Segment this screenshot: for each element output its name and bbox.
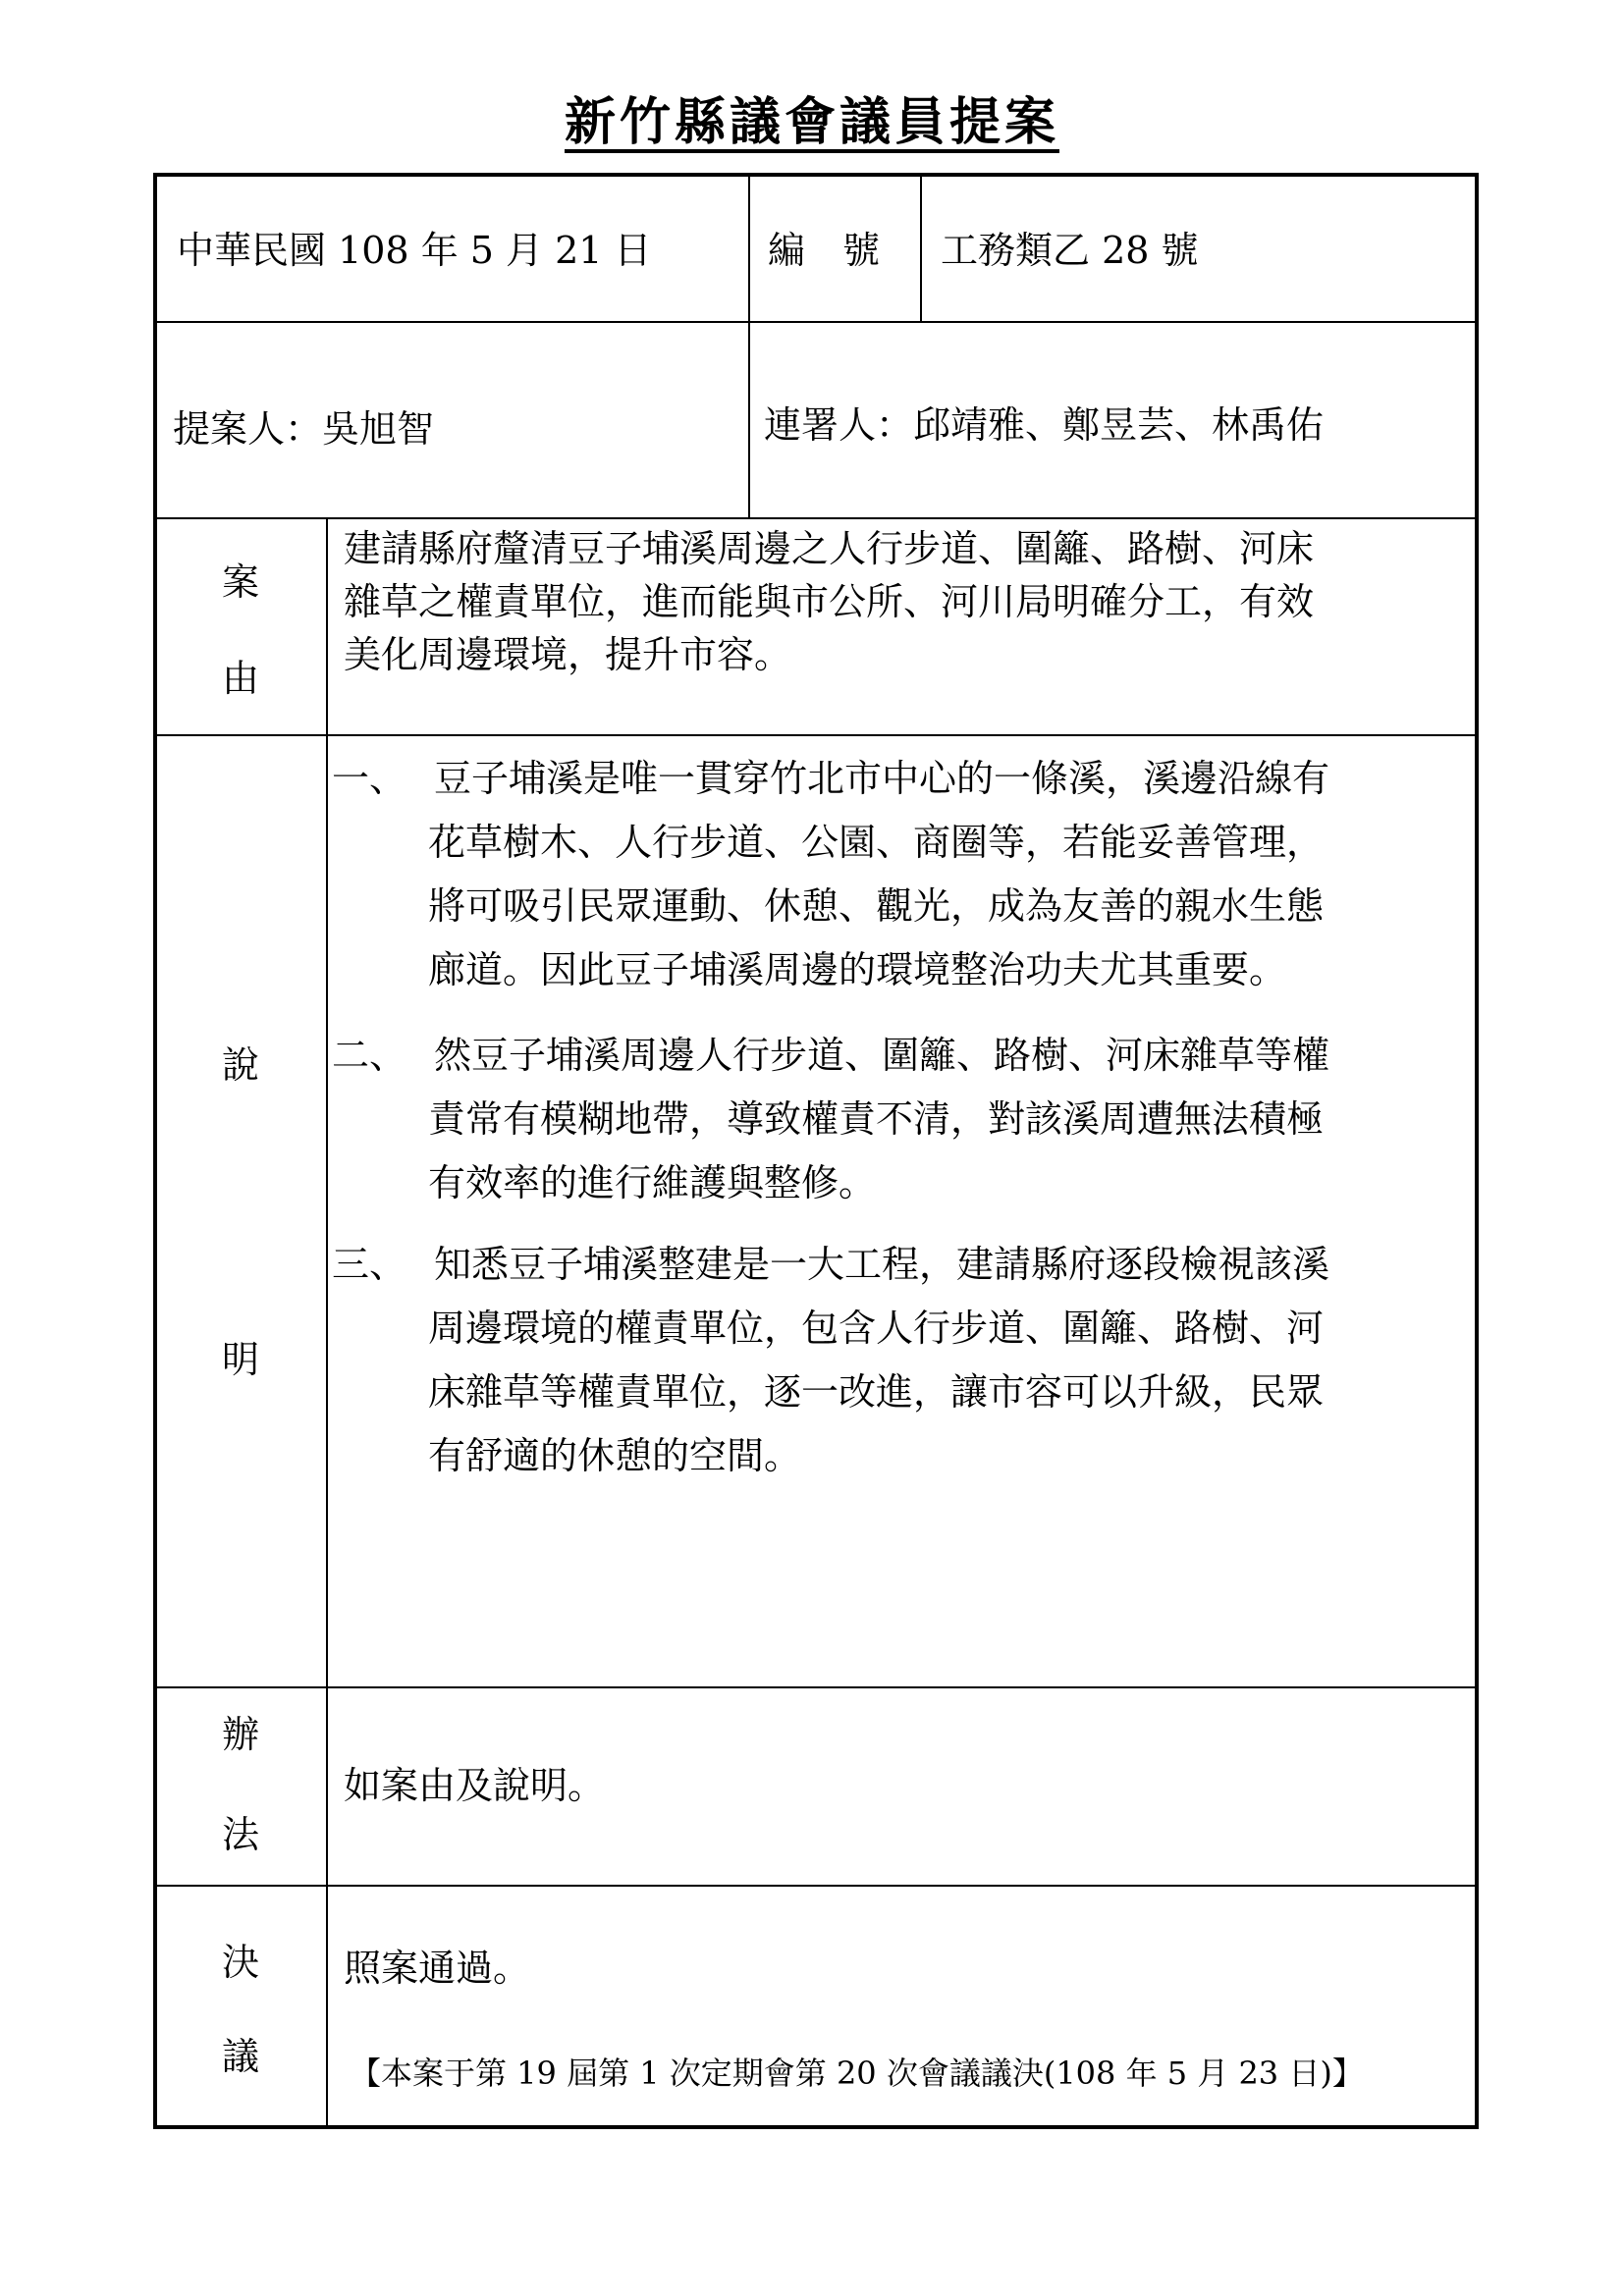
method-label-bottom: 法	[221, 1813, 259, 1856]
item-text	[428, 747, 1465, 1002]
case-text	[344, 522, 1314, 681]
row-divider-method	[155, 1885, 1477, 1887]
resolution-text: 照案通過。	[344, 1947, 531, 1990]
item-text	[428, 1233, 1465, 1488]
case-label-top: 案	[221, 561, 259, 604]
item-line: 有舒適的休憩的空間。	[428, 1434, 802, 1477]
case-label-bottom: 由	[221, 657, 259, 700]
case-line: 美化周邊環境，提升市容。	[344, 633, 792, 676]
item-text	[428, 1024, 1465, 1215]
row-divider-case	[155, 734, 1477, 736]
item-line: 知悉豆子埔溪整建是一大工程，建請縣府逐段檢視該溪	[434, 1243, 1330, 1286]
item-line: 有效率的進行維護與整修。	[428, 1161, 877, 1204]
resolution-note: 【本案于第 19 屆第 1 次定期會第 20 次會議議決(108 年 5 月 23 日)】	[350, 2055, 1364, 2092]
col-divider-number	[920, 175, 922, 322]
item-line: 花草樹木、人行步道、公園、商圈等，若能妥善管理，	[428, 821, 1325, 864]
col-divider-header-mid	[748, 175, 750, 518]
number-value: 工務類乙 28 號	[941, 229, 1199, 272]
resolution-label-top: 決	[221, 1941, 259, 1984]
row-divider-people	[155, 517, 1477, 519]
item-line: 豆子埔溪是唯一貫穿竹北市中心的一條溪，溪邊沿線有	[434, 757, 1330, 800]
number-label: 編 號	[768, 229, 881, 272]
explanation-label-bottom: 明	[221, 1338, 259, 1381]
item-line: 廊道。因此豆子埔溪周邊的環境整治功夫尤其重要。	[428, 948, 1287, 991]
item-line: 責常有模糊地帶，導致權責不清，對該溪周遭無法積極	[428, 1097, 1325, 1141]
document-title: 新竹縣議會議員提案	[564, 93, 1059, 152]
method-text: 如案由及說明。	[344, 1764, 606, 1807]
item-line: 將可吸引民眾運動、休憩、觀光，成為友善的親水生態	[428, 884, 1325, 928]
item-number: 二、	[332, 1034, 407, 1077]
proposer-text: 提案人：吳旭智	[173, 407, 435, 451]
explanation-label-top: 說	[221, 1043, 259, 1087]
date-text: 中華民國 108 年 5 月 21 日	[177, 229, 652, 272]
item-number: 三、	[332, 1243, 407, 1286]
cosigners-text: 連署人：邱靖雅、鄭昱芸、林禹佑	[764, 403, 1325, 447]
item-line: 周邊環境的權責單位，包含人行步道、圍籬、路樹、河	[428, 1307, 1325, 1350]
row-divider-date	[155, 321, 1477, 323]
item-number: 一、	[332, 757, 407, 800]
row-divider-explanation	[155, 1686, 1477, 1688]
method-label-top: 辦	[221, 1713, 259, 1756]
resolution-label-bottom: 議	[221, 2035, 259, 2078]
col-divider-label	[326, 518, 328, 2126]
item-line: 床雜草等權責單位，逐一改進，讓市容可以升級，民眾	[428, 1370, 1325, 1414]
item-line: 然豆子埔溪周邊人行步道、圍籬、路樹、河床雜草等權	[434, 1034, 1330, 1077]
case-line: 建請縣府釐清豆子埔溪周邊之人行步道、圍籬、路樹、河床	[344, 527, 1315, 570]
case-line: 雜草之權責單位，進而能與市公所、河川局明確分工，有效	[344, 580, 1315, 623]
